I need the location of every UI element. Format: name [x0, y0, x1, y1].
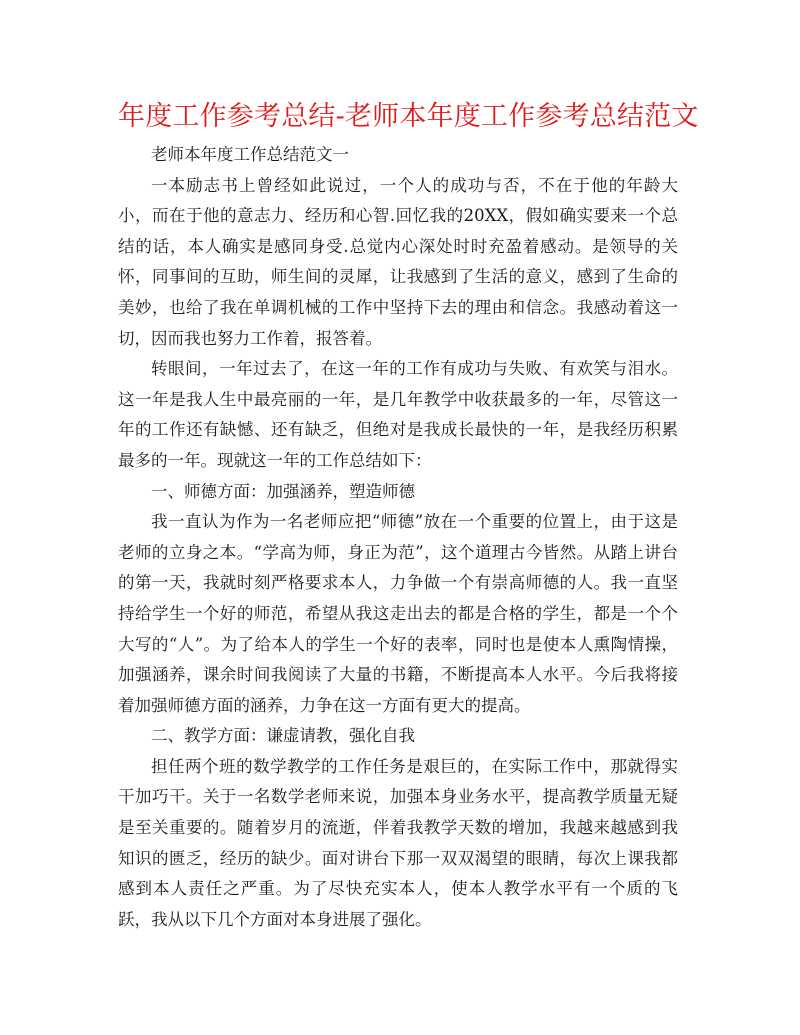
paragraph-ethics: 我一直认为作为一名老师应把“师德”放在一个重要的位置上，由于这是老师的立身之本。“学高为师，身正为范”，这个道理古今皆然。从踏上讲台的第一天，我就时刻严格要求本人，力争做一个有崇高师德的人。我一直坚持给学生一个好的师范，希望从我这走出去的都是合格的学生，都是一个个大写的“人”。为了给本人的学生一个好的表率，同时也是使本人熏陶情操，加强涵养，课余时间我阅读了大量的书籍，不断提高本人水平。今后我将接着加强师德方面的涵养，力争在这一方面有更大的提高。: [118, 512, 678, 715]
section-heading-teaching: 二、教学方面：谦虚请教，强化自我: [151, 726, 415, 746]
paragraph-summary: 转眼间，一年过去了，在这一年的工作有成功与失败、有欢笑与泪水。这一年是我人生中最亮丽的一年，是几年教学中收获最多的一年，尽管这一年的工作还有缺憾、还有缺乏，但绝对是我成长最快的一年，是我经历积累最多的一年。现就这一年的工作总结如下：: [118, 359, 678, 470]
paragraph-intro: 一本励志书上曾经如此说过，一个人的成功与否，不在于他的年龄大小，而在于他的意志力、经历和心智.回忆我的20XX，假如确实要来一个总结的话，本人确实是感同身受.总觉内心深处时时充盈着感动。是领导的关怀，同事间的互助，师生间的灵犀，让我感到了生活的意义，感到了生命的美妙，也给了我在单调机械的工作中坚持下去的理由和信念。我感动着这一切，因而我也努力工作着，报答着。: [118, 175, 678, 348]
document-body: [118, 140, 678, 935]
paragraph-teaching: 担任两个班的数学教学的工作任务是艰巨的，在实际工作中，那就得实干加巧干。关于一名数学老师来说，加强本身业务水平，提高教学质量无疑是至关重要的。随着岁月的流逝，伴着我教学天数的增加，我越来越感到我知识的匮乏，经历的缺少。面对讲台下那一双双渴望的眼睛，每次上课我都感到本人责任之严重。为了尽快充实本人，使本人教学水平有一个质的飞跃，我从以下几个方面对本身进展了强化。: [118, 756, 678, 929]
document-subtitle: 老师本年度工作总结范文一: [151, 145, 349, 164]
document-title: 年度工作参考总结-老师本年度工作参考总结范文: [118, 101, 699, 132]
section-heading-ethics: 一、师德方面：加强涵养，塑造师德: [151, 481, 415, 501]
